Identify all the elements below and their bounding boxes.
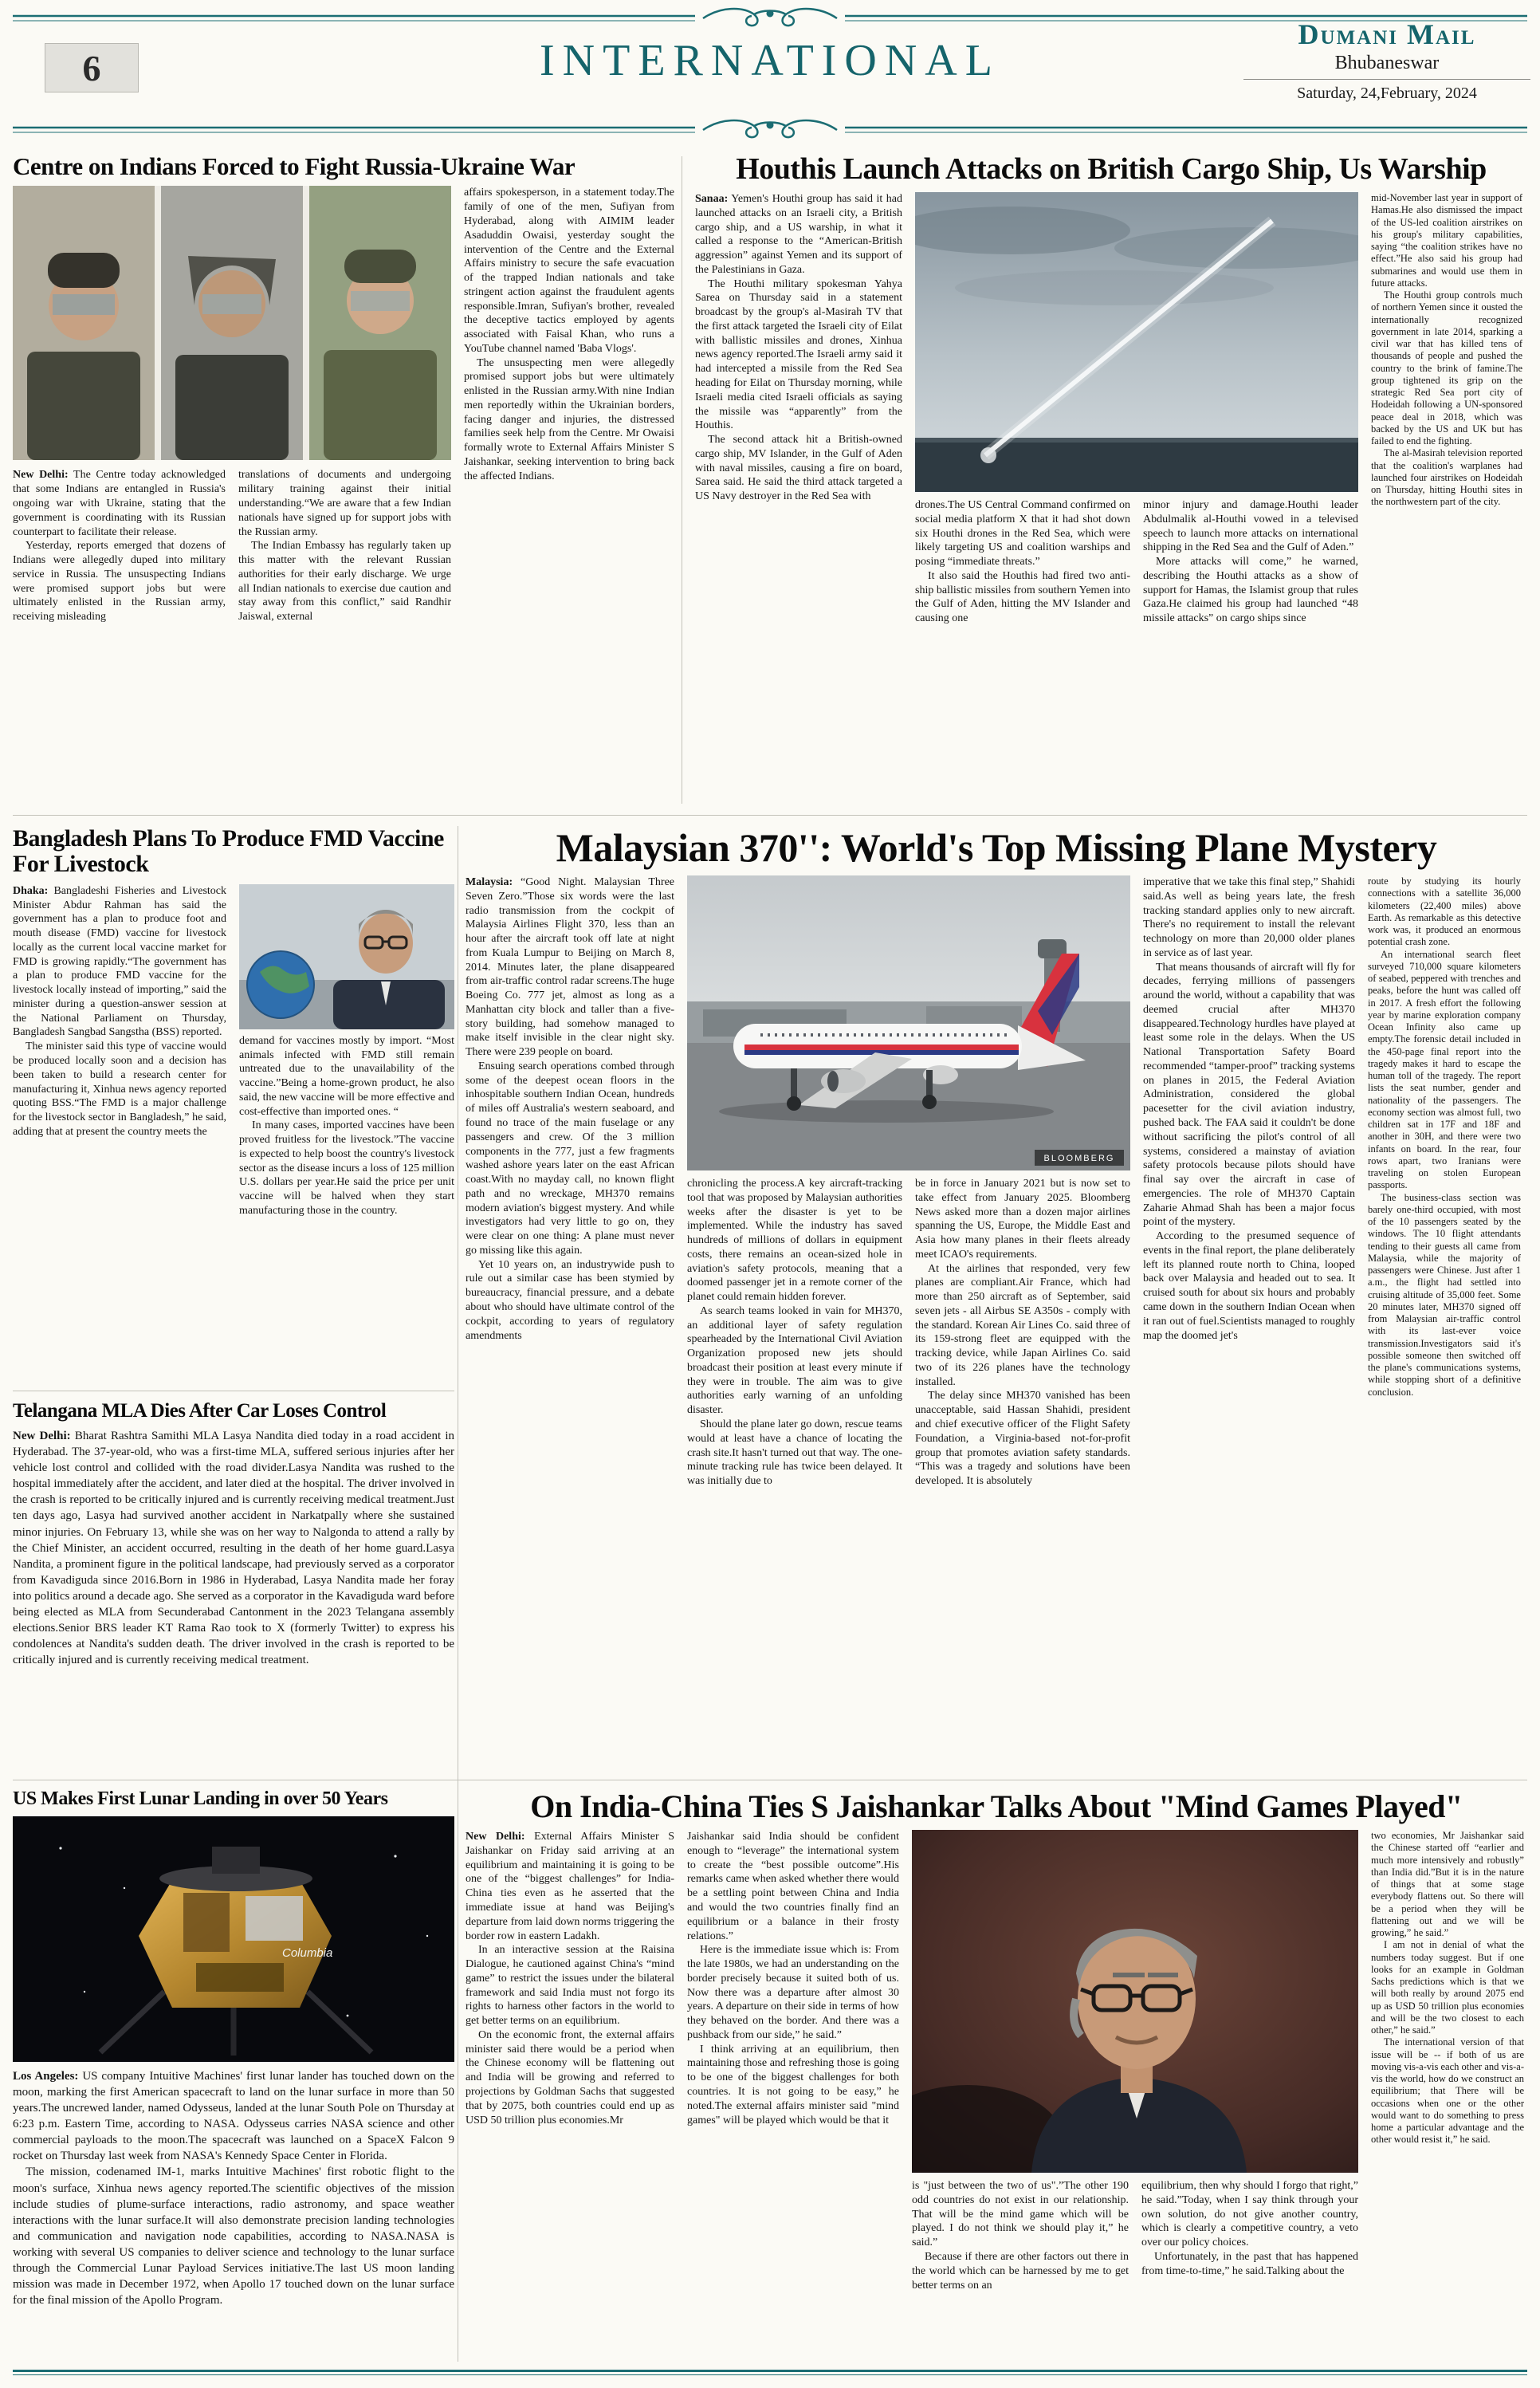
masthead-date: Saturday, 24,February, 2024 xyxy=(1243,79,1530,103)
article-column xyxy=(1143,498,1358,795)
paragraph: Because if there are other factors out there in the world which can be harnessed by me to get better terms on an xyxy=(912,2251,1129,2292)
paragraph: In an interactive session at the Raisina Dialogue, he cautioned against China's “mind game” to restrict the issues under the bilateral framework and said India must not forgo its rights to harness other factors in the world to get better terms on an equilibrium. xyxy=(466,1944,674,2028)
page-number: 6 xyxy=(45,43,139,92)
paragraph: Sanaa: Yemen's Houthi group has said it had launched attacks on an Israeli city, a British cargo ship, and a US warship, in what it called a response to the “American-British aggression” against Yemen and its support of the Palestinians in Gaza. xyxy=(695,193,902,276)
paragraph: The business-class section was barely one-third occupied, with most of the 10 passengers seated by the windows. The 10 flight attendants tending to their guests all came from Malaysia, while the majority of passengers were Chinese. Just after 1 a.m., the flight had settled into cruising altitude of 35,000 feet. Some 20 minutes later, MH370 signed off from Malaysian air-traffic control with its last-ever voice transmission.Investigators said it's possible someone then switched off the plane's communications systems, while stopping short of a definitive conclusion. xyxy=(1368,1191,1521,1398)
dateline: New Delhi: xyxy=(466,1831,525,1843)
article-headline: Bangladesh Plans To Produce FMD Vaccine For Livestock xyxy=(13,826,444,878)
paragraphs xyxy=(464,186,674,483)
paragraph: imperative that we take this final step,” Shahidi said.As well as being years late, the fresh tracking standard applies only to new aircraft. There's no requirement to install the relevant technology on more than 20,000 older planes in service as of last year. xyxy=(1143,876,1355,959)
article-column xyxy=(466,1830,674,2350)
article-middle-wrap xyxy=(915,192,1358,795)
paragraphs xyxy=(1141,2179,1358,2278)
paragraph: Ensuing search operations combed through some of the deepest ocean floors in the inhospitable southern Indian Ocean, hundreds of miles off Australia's western seaboard, and found no trace of the main fuselage or any passengers and crew. Of the 3 million components in the 777, just a few fragments washed ashore years later on the east African coast.With no mayday call, no known flight path and no wreckage, MH370 remains modern aviation's biggest mystery. And while investigators had very little to go on, they were clear on one thing: A plane must never go missing like this again. xyxy=(466,1060,674,1257)
paragraphs xyxy=(13,2164,454,2308)
paragraph: It also said the Houthis had fired two anti-ship ballistic missiles from southern Yemen into the Gulf of Aden, hitting the MV Islander and causing one xyxy=(915,569,1130,625)
paragraphs xyxy=(915,1177,1130,1489)
photo-label: Columbia xyxy=(282,1945,333,1960)
lunar-lander-photo xyxy=(13,1816,454,2062)
paragraph: As search teams looked in vain for MH370, an additional layer of safety regulation spearheaded by the International Civil Aviation Organization proposed new jets should broadcast their position at least every minute if they were in trouble. The aim was to give authorities early warning of an unfolding disaster. xyxy=(687,1304,902,1417)
paragraph: mid-November last year in support of Hamas.He also dismissed the impact of the US-led coalition airstrikes on his group's military capabilities, saying “the coalition strikes have no effect.”He also said his group had submarines and would use them in future attacks. xyxy=(1371,192,1522,289)
paragraphs xyxy=(1371,192,1522,509)
paragraph: New Delhi: Bharat Rashtra Samithi MLA Lasya Nandita died today in a road accident in Hyderabad. The 37-year-old, who was a first-time MLA, suffered serious injuries after her vehicle lost control and collided with the road divider.Lasya Nandita was rushed to the hospital immediately after the accident, and later died at the hospital. The driver involved in the crash is reported to be critically injured and is currently receiving medical treatment.Just ten days ago, Lasya had survived another accident in Narkatpally where she sustained minor injuries. On February 13, while she was on her way to Nalgonda to attend a rally by the Chief Minister, an accident occurred, resulting in the death of her home guard.Lasya Nandita, a prominent figure in the political landscape, had previously served as a corporator from Kavadiguda since 2016.Born in 1986 in Hyderabad, Lasya Nandita made her foray into politics around a decade ago. She served as a corporator in the Kavadiguda ward before being elected as MLA from Secunderabad Cantonment in the 2023 Telangana assembly elections.Senior BRS leader KT Rama Rao took to X (formerly Twitter) to express his condolences at Nandita's sudden death. The driver involved in the crash is reported to be critically injured and is currently receiving medical treatment. xyxy=(13,1430,454,1667)
paragraph: The unsuspecting men were allegedly promised support jobs but were ultimately enlisted in the Russian army.With nine Indian men reportedly within the Ukrainian borders, facing danger and injuries, the distressed families seek help from the Centre. Mr Owaisi formally wrote to External Affairs Minister S Jaishankar, seeking intervention to bring back the affected Indians. xyxy=(464,356,674,482)
paragraph: The international version of that issue will be -- if both of us are moving vis-a-vis each other and vis-a-vis the world, how do we construct an equilibrium; that There will be occasions when one or the other would want to do something to press home a particular advantage and the other would resist it,” he said. xyxy=(1371,2036,1524,2146)
paragraphs xyxy=(1368,875,1521,1399)
houthi-article-photo xyxy=(915,192,1358,492)
paragraph: I think arriving at an equilibrium, then maintaining those and refreshing those is going to be one of the biggest challenges for both countries. It is not going to be easy,” he noted.The external affairs minister said "mind games" will be played which would be that it xyxy=(687,2043,899,2126)
dateline: Los Angeles: xyxy=(13,2069,79,2083)
face-censor-bar xyxy=(202,294,261,314)
paragraphs xyxy=(687,1830,899,2127)
photo-panel-2 xyxy=(161,186,303,460)
paragraph: be in force in January 2021 but is now set to take effect from January 2025. Bloomberg News asked more than a dozen major airlines spanning the US, Europe, the Middle East and Asia how many planes in their fleets already meet ICAO's requirements. xyxy=(915,1178,1130,1261)
paragraph: An international search fleet surveyed 710,000 square kilometers of seabed, peppered with trenches and peaks, before the hunt was called off in 2017. A fresh effort the following year by marine exploration company Ocean Infinity also came up empty.The forensic detail included in the 450-page final report into the tragedy makes it hard to escape the human toll of the tragedy. The report lists the seat number, gender and nationality of the passengers. The economy section was almost full, two children sat in 17F and 18F and another in 30H, and there were two infants on board. In the rear, four rows apart, two Iranians were traveling on stolen European passports. xyxy=(1368,948,1521,1191)
article-headline: Centre on Indians Forced to Fight Russia-Ukraine War xyxy=(13,153,576,180)
article-headline: On India-China Ties S Jaishankar Talks About "Mind Games Played" xyxy=(530,1789,1463,1824)
article-ukraine xyxy=(13,153,674,808)
paragraph: At the airlines that responded, very few planes are compliant.Air France, which had more than 250 aircraft as of September, said seven jets - all Airbus SE A350s - comply with the standard. Korean Air Lines Co. said three of its 159-strong fleet are equipped with the tracking device, while Japan Airlines Co. said two of its 226 planes have the technology installed. xyxy=(915,1262,1130,1388)
paragraphs xyxy=(912,2179,1129,2292)
article-column xyxy=(466,875,674,1759)
article-malaysia xyxy=(466,826,1527,1772)
article-column xyxy=(239,884,454,1380)
paragraph: Malaysia: “Good Night. Malaysian Three Seven Zero.”Those six words were the last radio transmission from the cockpit of Malaysia Airlines Flight 370, less than an hour after the aircraft took off late at night from Kuala Lumpur to Beijing on March 8, 2014. Minutes later, the plane disappeared from air-traffic control radar screens.The huge Boeing Co. 777 jet, almost as long as a Manhattan city block and taller than a five-story building, had somehow managed to make itself invisible in the clear night sky. There were 239 people on board. xyxy=(466,876,674,1059)
article-lunar xyxy=(13,1789,454,2365)
dateline: Sanaa: xyxy=(695,193,729,206)
paragraph: chronicling the process.A key aircraft-tracking tool that was proposed by Malaysian authorities weeks after the disaster is yet to be implemented. While the industry has saved hundreds of millions of dollars in equipment costs, there remains an ocean-sized hole in aviation's safety protocols, meaning that a doomed passenger jet in a remote corner of the planet could remain hidden forever. xyxy=(687,1178,902,1304)
face-censor-bar xyxy=(351,291,410,311)
article-body xyxy=(13,2068,454,2308)
article-column xyxy=(1371,192,1522,798)
paragraph: Dhaka: Bangladeshi Fisheries and Livestock Minister Abdur Rahman has said the government has a plan to produce foot and mouth disease (FMD) vaccine for livestock locally as the current local vaccine market for FMD is growing rapidly.“The government has a plan to produce FMD vaccine for the livestock locally instead of importing,” said the minister during a question-answer session at the National Parliament on Thursday, Bangladesh Sangbad Sangstha (BSS) reported. xyxy=(13,884,226,1039)
paragraph: Los Angeles: US company Intuitive Machines' first lunar lander has touched down on the moon, marking the first American spacecraft to land on the lunar surface in more than 50 years.The uncrewed lander, named Odysseus, landed at the lunar South Pole on Thursday at 6:23 p.m. Eastern Time, according to NASA. Odysseus carries NASA science and other commercial payloads to the moon.The spacecraft was launched on a SpaceX Falcon 9 rocket on Thursday last week from NASA's Kennedy Space Center in Florida. xyxy=(13,2069,454,2163)
dateline: Malaysia: xyxy=(466,876,513,888)
jaishankar-photo xyxy=(912,1830,1358,2173)
paragraphs xyxy=(695,277,902,504)
article-headline: Telangana MLA Dies After Car Loses Control xyxy=(13,1400,387,1422)
article-headline: Houthis Launch Attacks on British Cargo Ship, Us Warship xyxy=(736,153,1487,186)
paragraph: The second attack hit a British-owned cargo ship, MV Islander, in the Gulf of Aden with naval missiles, causing a fire on board, Sarea said. He said the third attack targeted a US Navy destroyer in the Red Sea with xyxy=(695,434,902,503)
article-column xyxy=(912,2179,1129,2345)
paragraph: According to the presumed sequence of events in the final report, the plane deliberately left its planned route north to China, looped back over Malaysia and headed out to sea. It cruised south for about six hours and probably came down in the southern Indian Ocean when it ran out of fuel.Scientists managed to roughly map the doomed jet's xyxy=(1143,1230,1355,1342)
paragraphs xyxy=(1371,1830,1524,2146)
paragraph: Here is the immediate issue which is: From the late 1980s, we had an understanding on the border precisely because it suited both of us. Now there was a departure after almost 30 years. A departure on their side in terms of how they behaved on the border. And there was a pushback from our side,” he said.” xyxy=(687,1944,899,2041)
paragraph: In many cases, imported vaccines have been proved fruitless for the livestock.”The vaccine is expected to help boost the country's livestock sector as the disease incurs a loss of 125 million U.S. dollars per year.He said the price per unit vaccine will be halved when they start manufacturing those in the country. xyxy=(239,1119,454,1217)
article-column xyxy=(238,468,451,803)
paragraphs xyxy=(1143,875,1355,1343)
paragraph: New Delhi: External Affairs Minister S Jaishankar on Friday said arriving at an equilibrium and maintaining it is going to be one of the “biggest challenges” for India-China ties even as he asserted that the immediate issue at hand was Beijing's departure from laid down norms triggering the border row in eastern Ladakh. xyxy=(466,1831,674,1942)
article-column xyxy=(13,468,226,803)
bangladesh-minister-photo xyxy=(239,884,454,1029)
article-telangana xyxy=(13,1400,454,1772)
article-column xyxy=(1371,1830,1524,2350)
article-headline: US Makes First Lunar Landing in over 50 Years xyxy=(13,1789,388,1809)
ukraine-article-photo xyxy=(13,186,451,460)
article-left-wrap xyxy=(13,186,451,803)
article-column xyxy=(1368,875,1521,1759)
article-column xyxy=(915,498,1130,795)
article-column xyxy=(695,192,902,798)
paragraph: The al-Masirah television reported that the coalition's warplanes had launched four airstrikes on Hodeidah on Thursday, hitting Houthi sites in the northwestern part of the city. xyxy=(1371,447,1522,508)
paragraph: The delay since MH370 vanished has been unacceptable, said Hassan Shahidi, president and chief executive officer of the Flight Safety Foundation, a Virginia-based not-for-profit group that promotes aviation safety standards. “This was a tragedy and solutions have been developed. It is absolutely xyxy=(915,1390,1130,1488)
photo-panel-3 xyxy=(309,186,451,460)
dateline: Dhaka: xyxy=(13,884,49,897)
paragraph: equilibrium, then why should I forgo that right,” he said.”Today, when I say think through your own solution, do not give another country, which is clearly a competitive country, a veto over our policy choices. xyxy=(1141,2180,1358,2249)
paragraph: On the economic front, the external affairs minister said there would be a period when the Chinese economy will be flattening out and India will be growing and referred to projections by Goldman Sachs that suggested that by 2075, both countries could end up as USD 50 trillion plus economies.Mr xyxy=(466,2028,674,2126)
paragraph: The Indian Embassy has regularly taken up this matter with the relevant Russian authorities for their early discharge. We urge all Indian nationals to exercise due caution and stay away from this conflict,” said Randhir Jaiswal, external xyxy=(238,540,451,624)
ornamental-divider-header-bottom xyxy=(13,116,1527,144)
article-column xyxy=(13,884,226,1380)
paragraph: affairs spokesperson, in a statement today.The family of one of the men, Sufiyan from Hyderabad, along with AIMIM leader Asaduddin Owaisi, yesterday sought the intervention of the Centre and the External Affairs ministry to secure the safe evacuation of the trapped Indian nationals and take stringent action against the fraudulent agents responsible.Imran, Sufiyan's brother, revealed the deceptive tactics employed by agents associated with Faisal Khan, who runs a YouTube channel named 'Baba Vlogs'. xyxy=(464,187,674,355)
section-title: INTERNATIONAL xyxy=(540,36,1000,85)
paragraph: demand for vaccines mostly by import. “Most animals infected with FMD still remain untreated due to the unavailability of the vaccine.”Being a home-grown product, he also said, the new vaccine will be more effective and cost-effective than imported ones. “ xyxy=(239,1034,454,1118)
article-column xyxy=(915,1177,1130,1754)
paragraph: route by studying its hourly connections with a satellite 36,000 kilometers (22,400 miles) above Earth. As remarkable as this detective work was, it produced an enormous potential crash zone. xyxy=(1368,875,1521,948)
paragraph: drones.The US Central Command confirmed on social media platform X that it had shot down six Houthi drones in the Red Sea, which were likely targeting US and coalition warships and posing “immediate threats.” xyxy=(915,499,1130,568)
article-middle-wrap xyxy=(912,1830,1358,2345)
dateline: New Delhi: xyxy=(13,469,69,482)
paragraphs xyxy=(466,1943,674,2127)
article-column xyxy=(1143,875,1355,1759)
paragraph: Jaishankar said India should be confident enough to “leverage” the international system to create the “best possible outcome”.His remarks came when asked whether there would be a settling point between China and India and would the two countries finally find an equilibrium or a balance in their frosty relations.” xyxy=(687,1831,899,1942)
article-jaishankar xyxy=(466,1789,1527,2365)
paragraph: is "just between the two of us".”The other 190 odd countries do not exist in our relationship. That will be the mind game which will be played. I do not think we should play it,” he said.” xyxy=(912,2180,1129,2249)
paragraph: two economies, Mr Jaishankar said the Chinese started off “earlier and much more intensively and robustly” than India did.”But it is in the nature of things that at some stage everybody flattens out. So there will be a period when they will be flattening out and we will be growing,” he said.” xyxy=(1371,1830,1524,1939)
paragraph: I am not in denial of what the numbers today suggest. But if one looks for an example in Goldman Sachs predictions which is that we will both really by around 2075 end up as USD 50 trillion plus economies and will be the two closest to each other,” he said.” xyxy=(1371,1939,1524,2036)
paragraph: The Houthi group controls much of northern Yemen since it ousted the internationally recognized government in late 2014, sparking a civil war that has killed tens of thousands of people and pushed the country to the brink of famine.The group tightened its grip on the strategic Red Sea port city of Hodeidah following a UN-sponsored peace deal in 2018, which was backed by the US and UK but has failed to end the fighting. xyxy=(1371,289,1522,447)
paragraph: Unfortunately, in the past that has happened from time-to-time,” he said.Talking about the xyxy=(1141,2251,1358,2277)
paragraph: minor injury and damage.Houthi leader Abdulmalik al-Houthi vowed in a televised speech to launch more attacks on international shipping in the Red Sea and the Gulf of Aden.” xyxy=(1143,499,1358,554)
paragraphs xyxy=(687,1177,902,1489)
paragraph: More attacks will come,” he warned, describing the Houthi attacks as a show of support for Hamas, the Islamist group that rules Gaza.He claimed his group had launched “48 missile attacks” on cargo ships since xyxy=(1143,556,1358,625)
paragraph: New Delhi: The Centre today acknowledged that some Indians are entangled in Russia's ongoing war with Ukraine, stating that the government is coordinating with its Russian counterpart to facilitate their release. xyxy=(13,469,226,538)
dateline: New Delhi: xyxy=(13,1430,71,1442)
masthead-city: Bhubaneswar xyxy=(1334,53,1440,73)
paragraphs xyxy=(466,1060,674,1343)
paragraphs xyxy=(915,498,1130,626)
article-headline: Malaysian 370'': World's Top Missing Plane Mystery xyxy=(556,826,1437,870)
article-middle-wrap xyxy=(687,875,1130,1754)
article-houthi xyxy=(695,153,1527,808)
paragraph: That means thousands of aircraft will fly for decades, ferrying millions of passengers around the world, without a capability that was deemed crucial after MH370 disappeared.Technology hurdles have played at least some role in the delays. When the US National Transportation Safety Board recommended “tamper-proof” tracking systems on planes in 2015, the Federal Aviation Administration, considered the global pacesetter for the civil aviation industry, pushed back. The FAA said it couldn't be done without sacrificing the pilot's control of all systems, considered a mainstay of aviation safety protocols because pilots should have final say over the aircraft in case of emergencies. The role of MH370 Captain Zaharie Ahmad Shah has been a major focus point of the mystery. xyxy=(1143,961,1355,1229)
masthead-block xyxy=(1243,18,1530,103)
paragraph: Yesterday, reports emerged that dozens of Indians were allegedly duped into military service in Russia. The unsuspecting Indians were promised support jobs but were ultimately enlisted in the Russian army, receiving misleading xyxy=(13,540,226,624)
article-column xyxy=(1141,2179,1358,2345)
article-bangladesh xyxy=(13,826,454,1386)
photo-credit: BLOOMBERG xyxy=(1043,1154,1115,1163)
paragraphs xyxy=(13,1040,226,1139)
article-column xyxy=(687,1830,899,2350)
face-censor-bar xyxy=(53,294,115,315)
paragraph: The Houthi military spokesman Yahya Sarea on Thursday said in a statement broadcast by the group's al-Masirah TV that the first attack targeted the Israeli city of Eilat with ballistic missiles and drones, Xinhua news agency reported.The Israeli army said it had intercepted a missile from the Red Sea heading for Eilat on Thursday morning, while Israeli media cited Israeli officials as saying the missile was “apparently” from the Houthis. xyxy=(695,277,902,432)
paragraph: Should the plane later go down, rescue teams would at least have a chance of locating the crash site.It hasn't turned out that way. The one-minute tracking rule has twice been delayed. It was initially due to xyxy=(687,1418,902,1488)
article-column xyxy=(687,1177,902,1754)
paragraphs xyxy=(13,539,226,624)
masthead-title: Dumani Mail xyxy=(1298,18,1476,50)
paragraph: The mission, codenamed IM-1, marks Intuitive Machines' first robotic flight to the moon's surface, Xinhua news agency reported.The scientific objectives of the mission include studies of plume-surface interactions, radio astronomy, and space weather interactions with the lunar surface.It will also demonstrate precision landing technologies and communication and navigation node capabilities, according to NASA.NASA is working with several US companies to deliver science and technology to the lunar surface through the Commercial Lunar Payload Services initiative.The last US moon landing mission was made in December 1972, when Apollo 17 touched down on the lunar surface for the final mission of the Apollo Program. xyxy=(13,2166,454,2307)
paragraphs xyxy=(239,1034,454,1218)
paragraph: Yet 10 years on, an industrywide push to rule out a similar case has been stymied by bureaucracy, financial pressure, and a debate about who should have ultimate control of the cockpit, according to years of regulatory amendments xyxy=(466,1258,674,1342)
row-divider xyxy=(13,815,1527,816)
paragraphs xyxy=(1143,498,1358,626)
paragraph: translations of documents and undergoing military training against their initial understanding.“We are aware that a few Indian nationals have signed up for support jobs with the Russian army. xyxy=(238,469,451,538)
article-column xyxy=(464,186,674,801)
bottom-border xyxy=(13,2370,1527,2375)
article-body xyxy=(13,1428,454,1668)
paragraphs xyxy=(238,468,451,624)
photo-panel-1 xyxy=(13,186,155,460)
mh370-plane-photo xyxy=(687,875,1130,1170)
paragraph: The minister said this type of vaccine would be produced locally soon and a decision has been taken to build a research center for manufacturing it, Xinhua news agency reported quoting BSS.“The FMD is a major challenge for the livestock sector in Bangladesh,” he said, adding that at present the country meets the xyxy=(13,1041,226,1138)
